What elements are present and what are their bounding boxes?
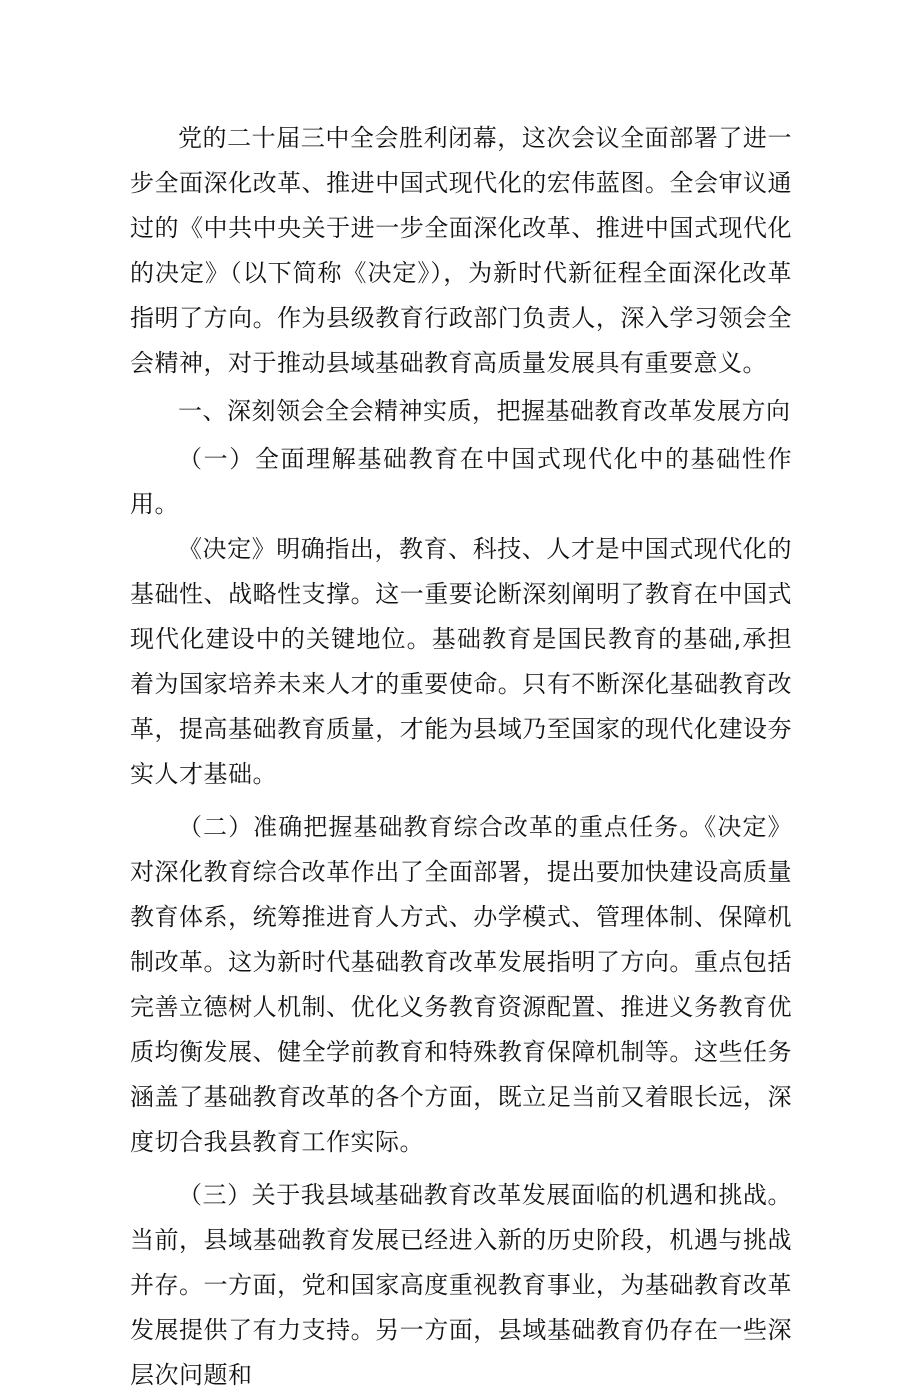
body-paragraph-2: （二）准确把握基础教育综合改革的重点任务。《决定》对深化教育综合改革作出了全面部署，提出要加快建设高质量教育体系，统筹推进育人方式、办学模式、管理体制、保障机制改革。这为新时代基础教育改革发展指明了方向。重点包括完善立德树人机制、优化义务教育资源配置、推进义务教育优质均衡发展、健全学前教育和特殊教育保障机制等。这些任务涵盖了基础教育改革的各个方面，既立足当前又着眼长远，深度切合我县教育工作实际。	[130, 813, 792, 1156]
body-paragraph-3: （三）关于我县域基础教育改革发展面临的机遇和挑战。当前，县域基础教育发展已经进入新的历史阶段，机遇与挑战并存。一方面，党和国家高度重视教育事业，为基础教育改革发展提供了有力支持。另一方面，县域基础教育仍存在一些深层次问题和	[130, 1181, 792, 1389]
subsection-heading-1: （一）全面理解基础教育在中国式现代化中的基础性作用。	[130, 445, 792, 518]
body-paragraph-1: 《决定》明确指出，教育、科技、人才是中国式现代化的基础性、战略性支撑。这一重要论断深刻阐明了教育在中国式现代化建设中的关键地位。基础教育是国民教育的基础,承担着为国家培养未来人才的重要使命。只有不断深化基础教育改革，提高基础教育质量，才能为县域乃至国家的现代化建设夯实人才基础。	[130, 535, 792, 788]
section-heading-1: 一、深刻领会全会精神实质，把握基础教育改革发展方向	[178, 397, 791, 425]
document-body	[130, 116, 792, 1398]
intro-paragraph: 党的二十届三中全会胜利闭幕，这次会议全面部署了进一步全面深化改革、推进中国式现代化的宏伟蓝图。全会审议通过的《中共中央关于进一步全面深化改革、推进中国式现代化的决定》（以下简称《决定》），为新时代新征程全面深化改革指明了方向。作为县级教育行政部门负责人，深入学习领会全会精神，对于推动县域基础教育高质量发展具有重要意义。	[130, 124, 792, 377]
